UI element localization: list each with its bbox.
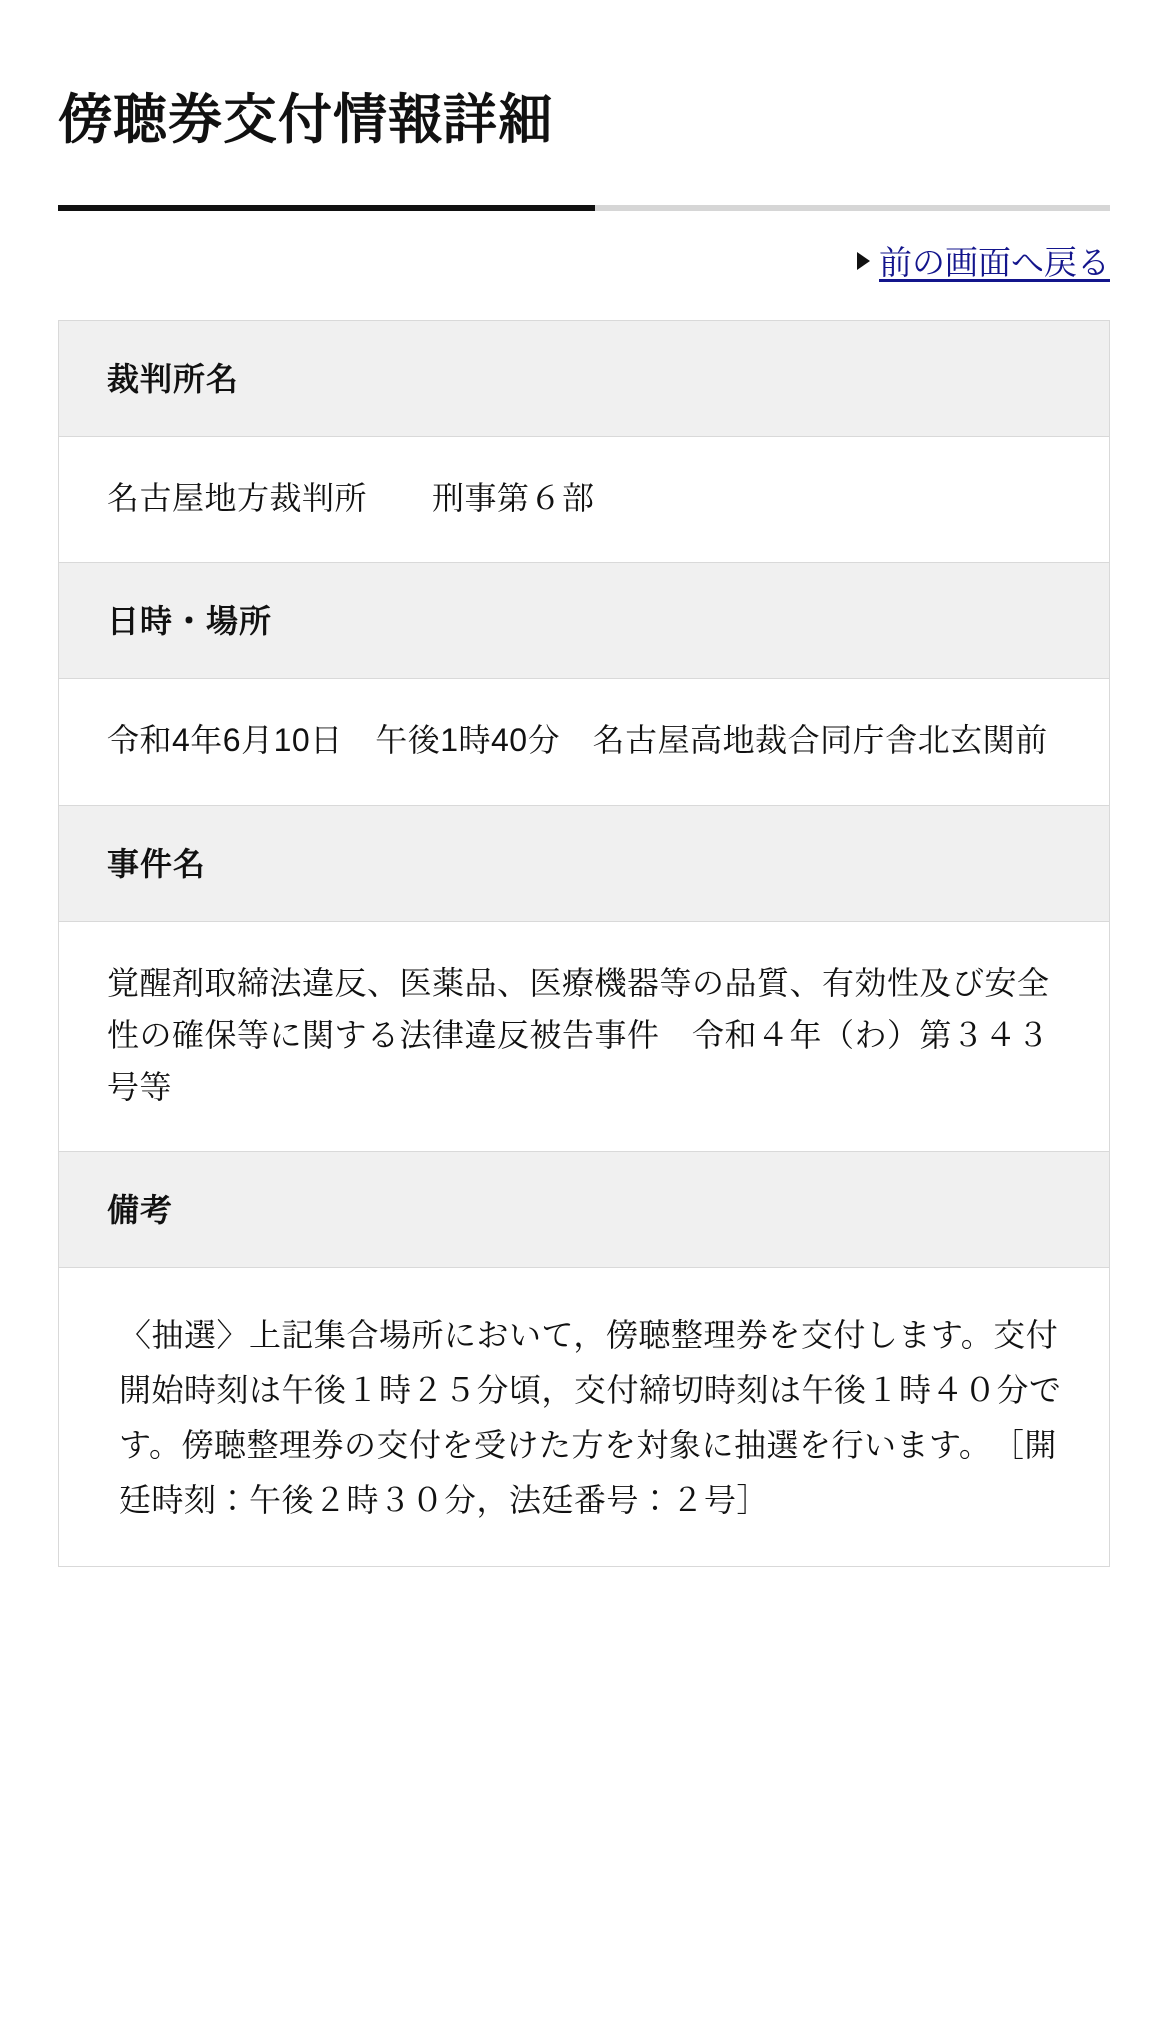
hearing-ticket-detail-table	[58, 320, 1110, 1567]
back-link-label: 前の画面へ戻る	[879, 243, 1110, 281]
row-label-remarks: 備考	[59, 1152, 1109, 1268]
back-to-previous-screen-link[interactable]	[857, 237, 1110, 284]
row-value-case-name: 覚醒剤取締法違反、医薬品、医療機器等の品質、有効性及び安全性の確保等に関する法律違反被告事件 令和４年（わ）第３４３号等	[59, 922, 1109, 1152]
row-label-case-name: 事件名	[59, 806, 1109, 922]
row-value-datetime-place: 令和4年6月10日 午後1時40分 名古屋高地裁合同庁舎北玄関前	[59, 679, 1109, 806]
row-label-court-name: 裁判所名	[59, 321, 1109, 437]
row-label-datetime-place: 日時・場所	[59, 563, 1109, 679]
back-navigation-row	[58, 237, 1110, 284]
row-value-court-name: 名古屋地方裁判所 刑事第６部	[59, 437, 1109, 564]
title-underline-rule	[58, 205, 1110, 211]
triangle-right-icon	[857, 252, 870, 270]
page-title: 傍聴券交付情報詳細	[58, 90, 553, 150]
row-value-remarks: 〈抽選〉上記集合場所において，傍聴整理券を交付します。交付開始時刻は午後１時２５分頃，交付締切時刻は午後１時４０分です。傍聴整理券の交付を受けた方を対象に抽選を行います。 ［開廷時刻：午後２時３０分，法廷番号：２号］	[59, 1268, 1109, 1567]
